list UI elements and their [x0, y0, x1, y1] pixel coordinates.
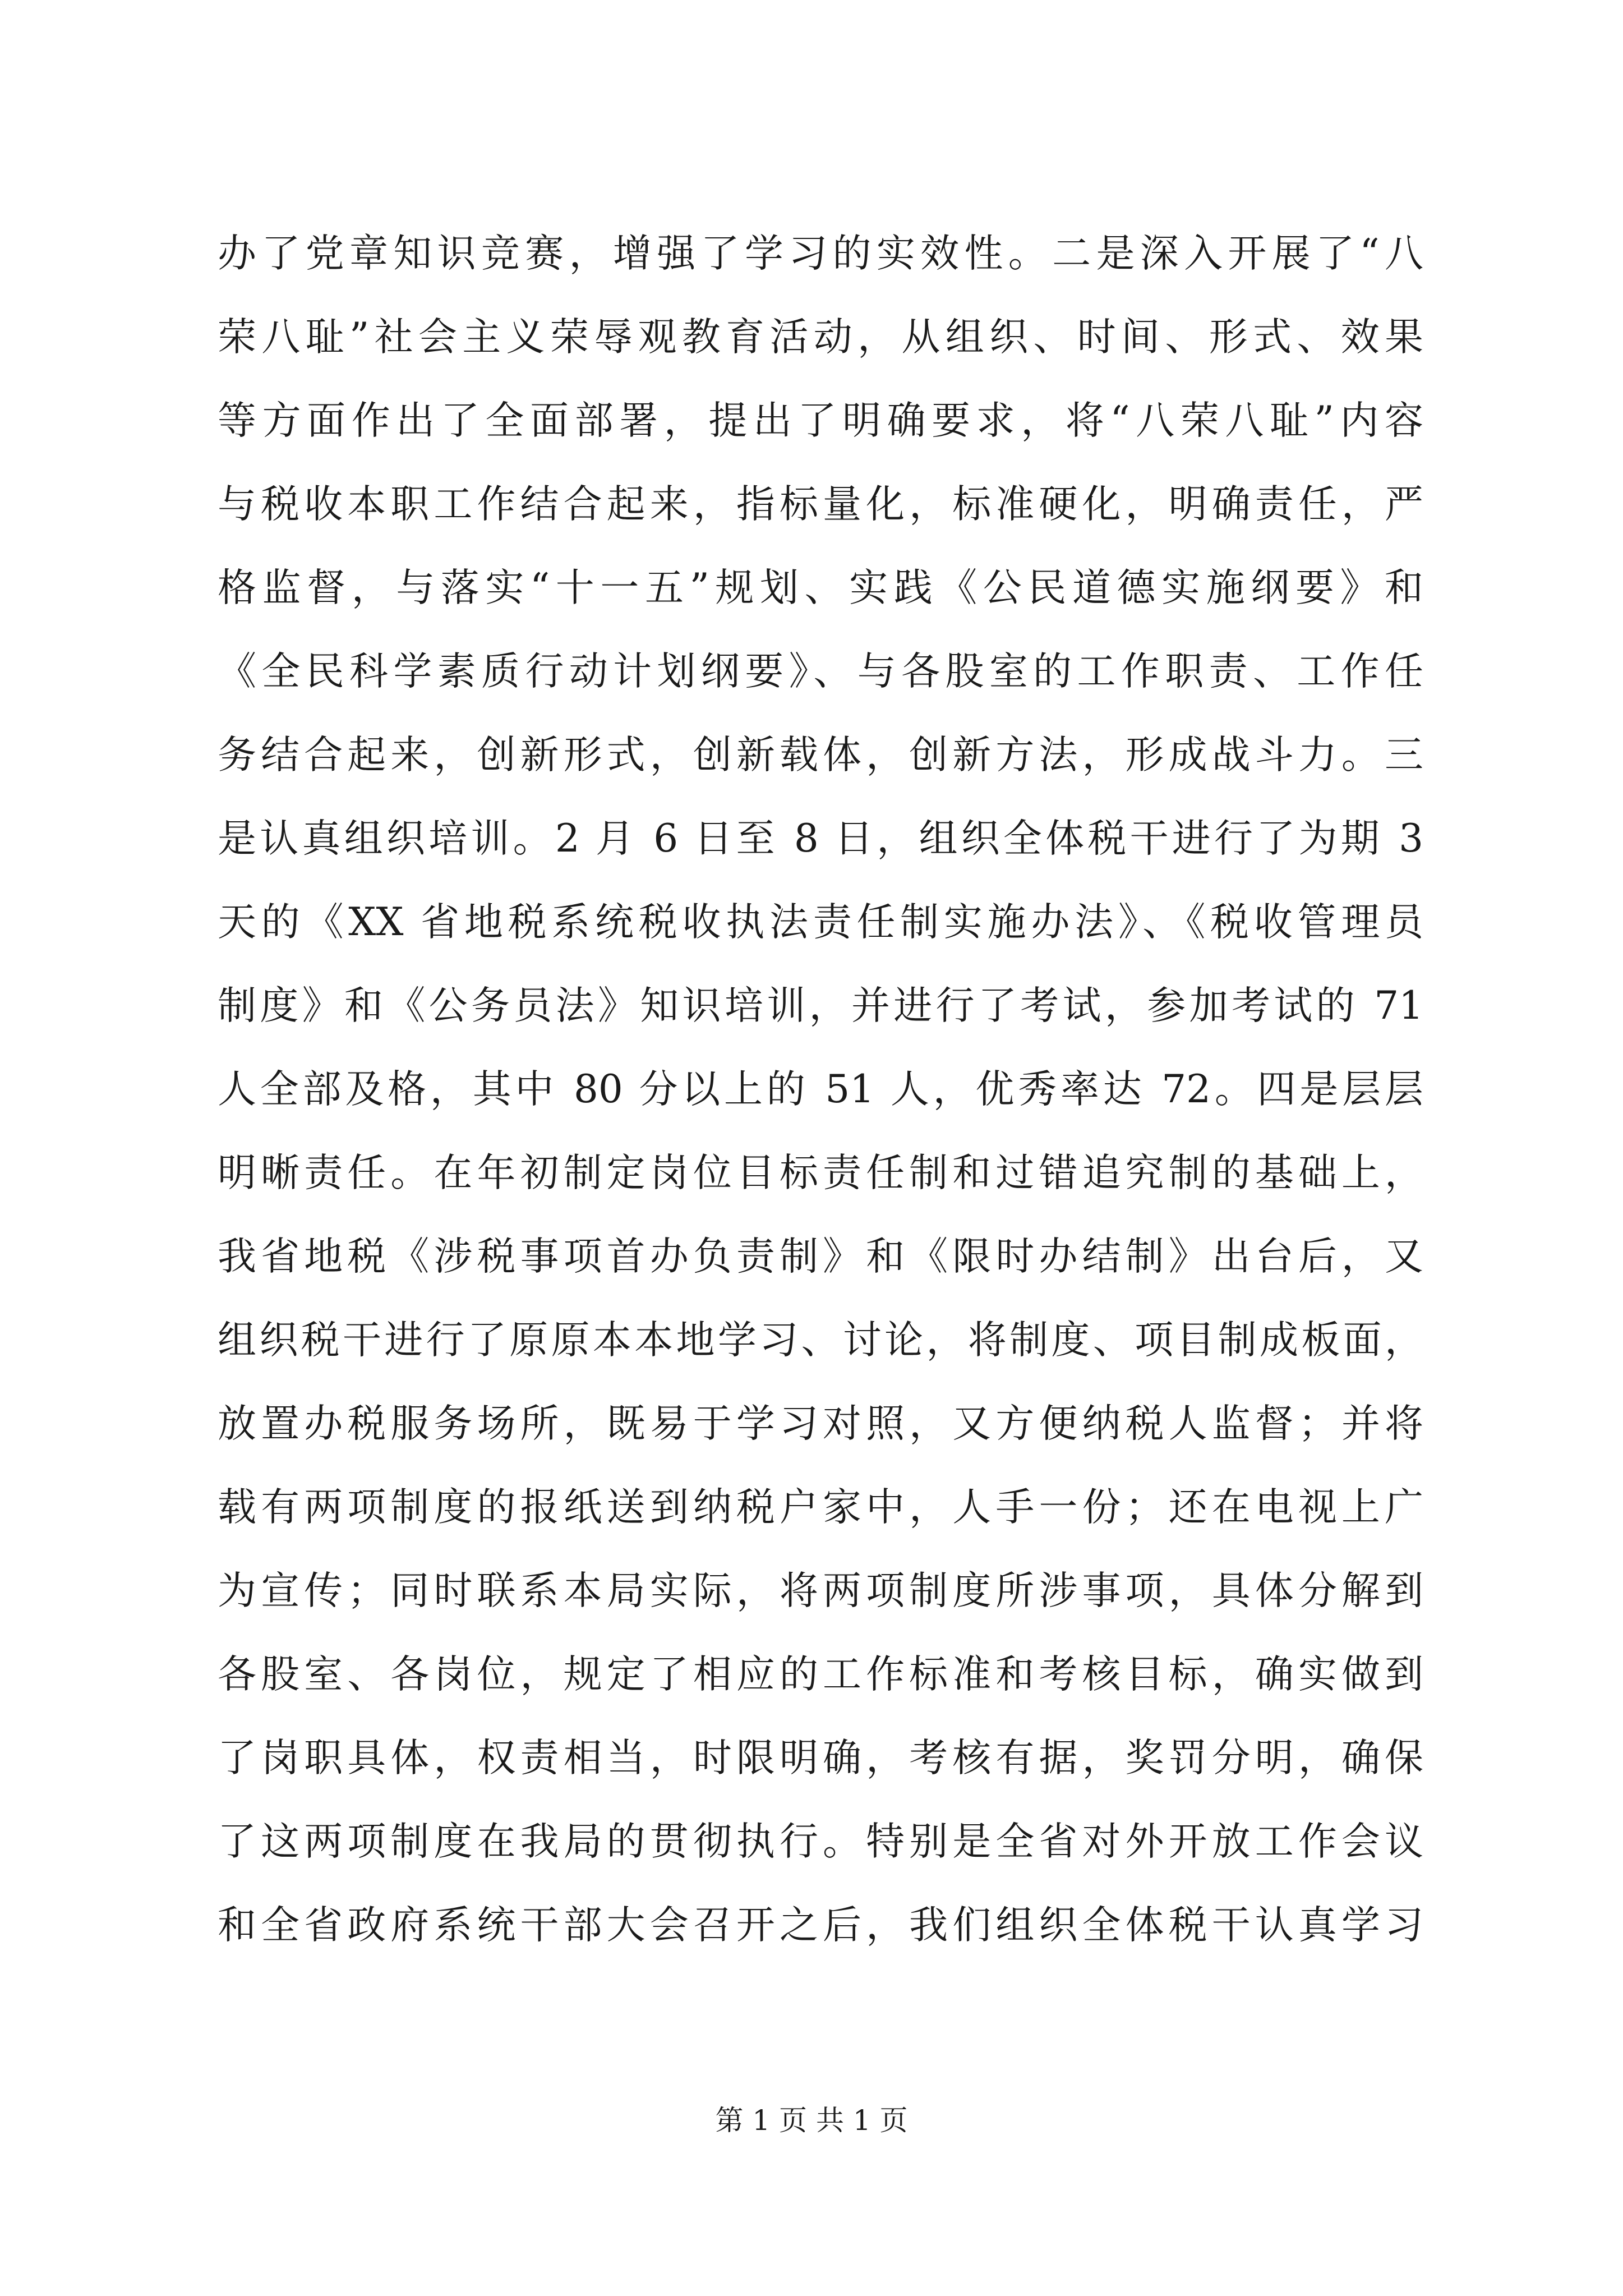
body-text: [218, 212, 1423, 1967]
page-number-label: 第 1 页 共 1 页: [715, 2104, 908, 2137]
text-line: 是认真组织培训。2 月 6 日至 8 日，组织全体税干进行了为期 3: [218, 816, 1423, 861]
text-line: 放置办税服务场所，既易于学习对照，又方便纳税人监督；并将: [218, 1401, 1423, 1446]
text-line: 办了党章知识竞赛，增强了学习的实效性。二是深入开展了“八: [218, 231, 1423, 276]
text-line: 为宣传；同时联系本局实际，将两项制度所涉事项，具体分解到: [218, 1568, 1423, 1613]
text-line: 务结合起来，创新形式，创新载体，创新方法，形成战斗力。三: [218, 733, 1423, 777]
text-line: 各股室、各岗位，规定了相应的工作标准和考核目标，确实做到: [218, 1652, 1423, 1697]
text-line: 荣八耻”社会主义荣辱观教育活动，从组织、时间、形式、效果: [218, 315, 1423, 360]
text-line: 了这两项制度在我局的贯彻执行。特别是全省对外开放工作会议: [218, 1819, 1423, 1864]
text-line: 天的《XX 省地税系统税收执法责任制实施办法》、《税收管理员: [218, 900, 1423, 945]
text-line: 格监督，与落实“十一五”规划、实践《公民道德实施纲要》和: [218, 565, 1423, 610]
text-line: 人全部及格，其中 80 分以上的 51 人，优秀率达 72。四是层层: [218, 1067, 1423, 1112]
text-line: 《全民科学素质行动计划纲要》、与各股室的工作职责、工作任: [218, 649, 1423, 694]
text-line: 明晰责任。在年初制定岗位目标责任制和过错追究制的基础上，: [218, 1151, 1423, 1195]
text-line: 等方面作出了全面部署，提出了明确要求，将“八荣八耻”内容: [218, 398, 1423, 443]
text-line: 组织税干进行了原原本本地学习、讨论，将制度、项目制成板面，: [218, 1318, 1423, 1363]
text-line: 我省地税《涉税事项首办负责制》和《限时办结制》出台后，又: [218, 1234, 1423, 1279]
text-line: 与税收本职工作结合起来，指标量化，标准硬化，明确责任，严: [218, 482, 1423, 527]
text-line: 载有两项制度的报纸送到纳税户家中，人手一份；还在电视上广: [218, 1485, 1423, 1530]
page-footer: [0, 2101, 1623, 2140]
text-line: 制度》和《公务员法》知识培训，并进行了考试，参加考试的 71: [218, 983, 1423, 1028]
text-line: 了岗职具体，权责相当，时限明确，考核有据，奖罚分明，确保: [218, 1736, 1423, 1780]
text-line: 和全省政府系统干部大会召开之后，我们组织全体税干认真学习: [218, 1903, 1423, 1948]
